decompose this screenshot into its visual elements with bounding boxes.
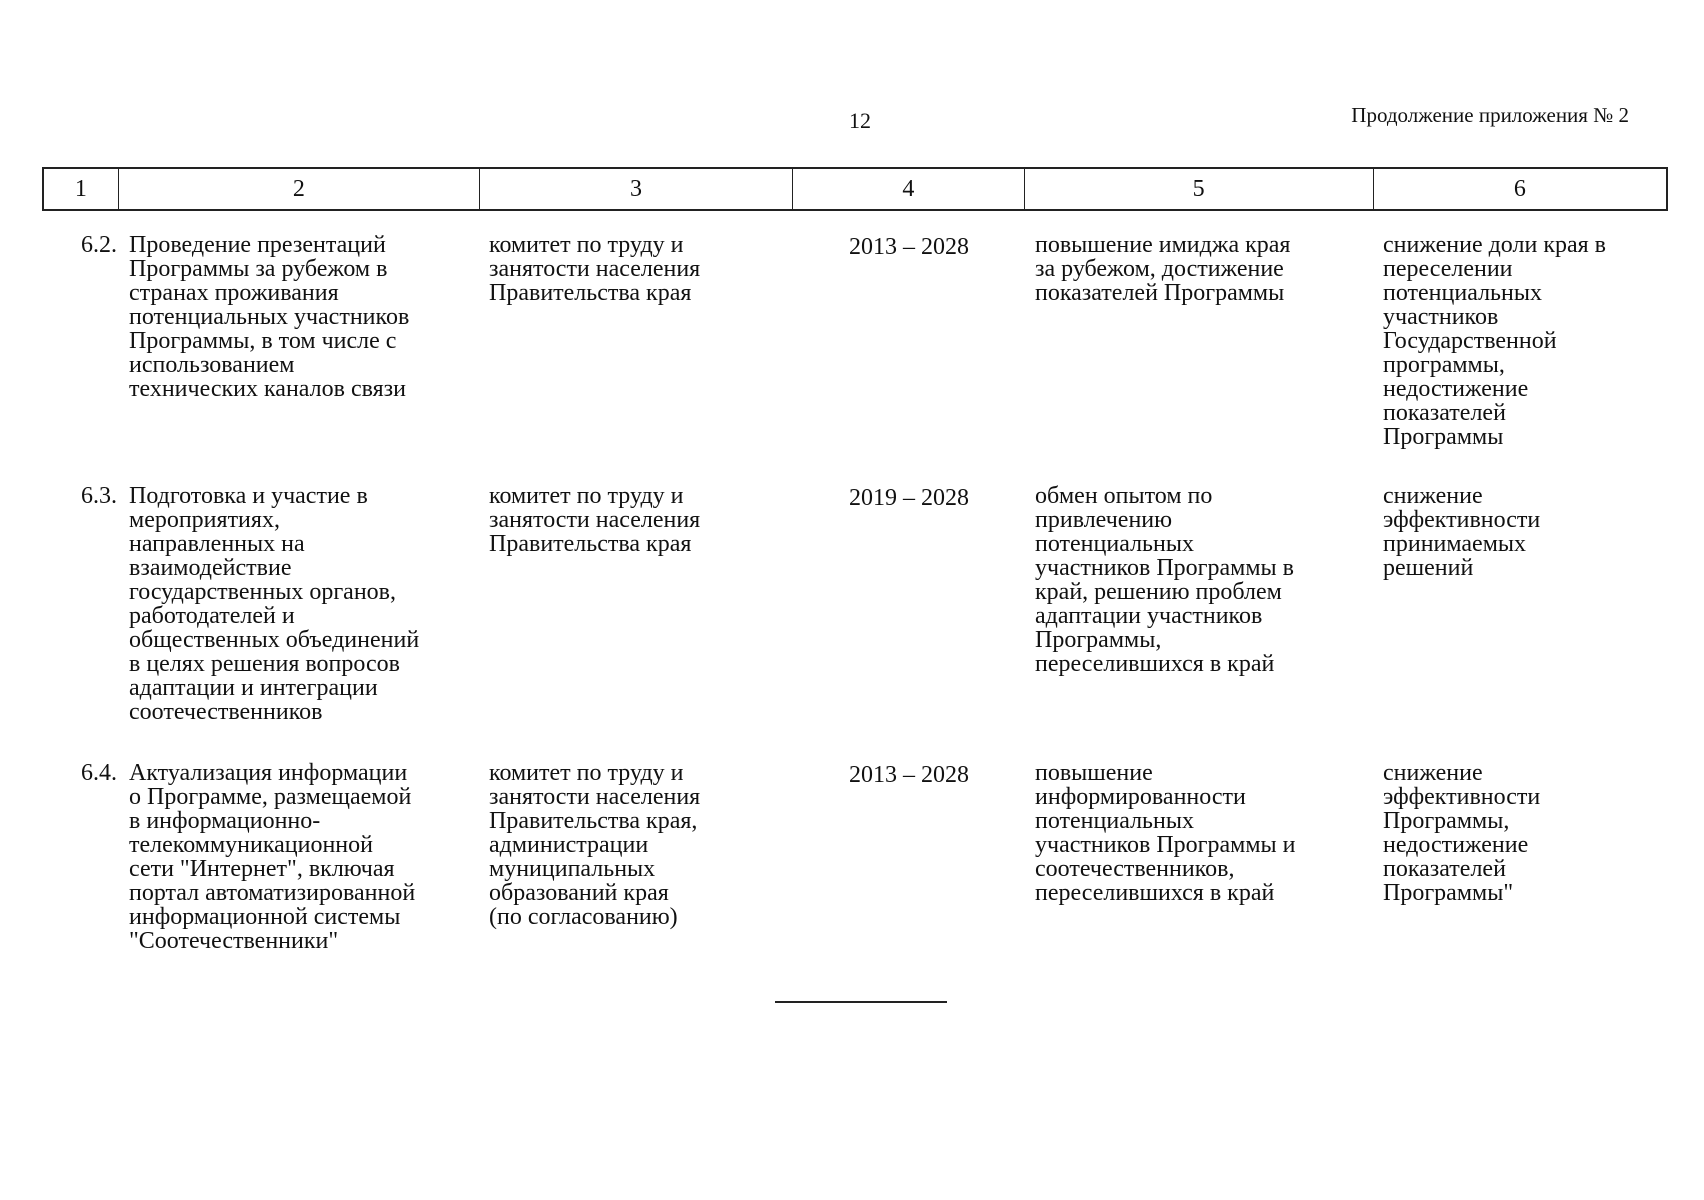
executor-line: Правительства края [489,531,692,557]
measure-line: Проведение презентаций [129,232,386,258]
measure-cell [117,233,479,449]
header-column-4: 4 [793,169,1024,209]
measure-line: о Программе, размещаемой [129,784,412,810]
annex-continuation-note: Продолжение приложения № 2 [1351,103,1629,127]
measure-line: соотечественников [129,699,323,725]
header-column-6: 6 [1513,175,1526,202]
expected-result-line: Программы, [1035,627,1162,653]
consequence-cell [1375,233,1668,449]
measure-line: использованием [129,352,295,378]
measure-line: Программы, в том числе с [129,328,397,354]
executor-line: занятости населения [489,784,701,810]
executor-line: комитет по труду и [489,760,684,786]
measure-line: работодателей и [129,603,295,629]
expected-result-line: соотечественников, [1035,856,1235,882]
measure-line: портал автоматизированной [129,880,416,906]
consequence-line: снижение [1383,483,1483,509]
executor-line: Правительства края, [489,808,698,834]
consequence-line: эффективности [1383,784,1541,810]
consequence-line: принимаемых [1383,531,1527,557]
consequence-line: потенциальных [1383,280,1542,306]
table-row [42,484,1668,724]
expected-result-line: повышение [1035,760,1153,786]
measure-line: общественных объединений [129,627,420,653]
executor-line: занятости населения [489,256,701,282]
header-column-1: 1 [44,169,119,209]
consequence-line: недостижение [1383,832,1529,858]
table-row [42,233,1668,449]
consequence-cell [1375,484,1668,724]
consequence-line: показателей [1383,400,1506,426]
expected-result-line: переселившихся в край [1035,651,1275,677]
measure-line: информационной системы [129,904,401,930]
executor-line: администрации [489,832,649,858]
consequence-line: недостижение [1383,376,1529,402]
executor-line: занятости населения [489,507,701,533]
expected-result-line: переселившихся в край [1035,880,1275,906]
measure-line: в информационно- [129,808,321,834]
measure-line: потенциальных участников [129,304,410,330]
header-column-5: 5 [1025,169,1374,209]
item-number-cell: 6.2. [81,232,117,258]
consequence-line: программы, [1383,352,1505,378]
executor-line: муниципальных [489,856,656,882]
consequence-line: переселении [1383,256,1513,282]
table-header-row [42,167,1668,211]
executor-line: комитет по труду и [489,232,684,258]
executor-line: комитет по труду и [489,483,684,509]
expected-result-line: адаптации участников [1035,603,1263,629]
expected-result-cell [1025,233,1375,449]
expected-result-line: показателей Программы [1035,280,1285,306]
measure-line: в целях решения вопросов [129,651,400,677]
page-number: 12 [849,108,871,133]
measure-line: Подготовка и участие в [129,483,368,509]
expected-result-line: потенциальных [1035,531,1194,557]
executor-line: (по согласованию) [489,904,678,930]
executor-line: образований края [489,880,669,906]
measure-line: телекоммуникационной [129,832,373,858]
executor-line: Правительства края [489,280,692,306]
expected-result-cell [1025,484,1375,724]
consequence-line: эффективности [1383,507,1541,533]
executor-cell [479,233,793,449]
measure-line: государственных органов, [129,579,396,605]
consequence-line: Программы" [1383,880,1514,906]
expected-result-line: потенциальных [1035,808,1194,834]
consequence-line: решений [1383,555,1474,581]
measure-line: сети "Интернет", включая [129,856,395,882]
period-cell: 2019 – 2028 [849,485,969,511]
executor-cell [479,484,793,724]
measure-line: Актуализация информации [129,760,408,786]
measure-line: "Соотечественники" [129,928,339,954]
expected-result-line: повышение имиджа края [1035,232,1291,258]
header-column-3: 3 [480,169,793,209]
expected-result-line: участников Программы и [1035,832,1296,858]
expected-result-cell [1025,761,1375,953]
item-number-cell: 6.3. [81,483,117,509]
measure-cell [117,484,479,724]
expected-result-line: информированности [1035,784,1246,810]
expected-result-line: участников Программы в [1035,555,1294,581]
item-number-cell: 6.4. [81,760,117,786]
consequence-line: участников [1383,304,1499,330]
consequence-line: снижение доли края в [1383,232,1606,258]
period-cell: 2013 – 2028 [849,234,969,260]
expected-result-line: край, решению проблем [1035,579,1282,605]
measure-line: технических каналов связи [129,376,406,402]
end-of-table-rule [775,1001,947,1003]
header-column-2: 2 [119,169,480,209]
measure-line: взаимодействие [129,555,292,581]
period-cell: 2013 – 2028 [849,762,969,788]
consequence-line: показателей [1383,856,1506,882]
measure-line: направленных на [129,531,305,557]
consequence-line: Программы [1383,424,1504,450]
consequence-cell [1375,761,1668,953]
measure-line: мероприятиях, [129,507,280,533]
consequence-line: снижение [1383,760,1483,786]
executor-cell [479,761,793,953]
table-row [42,761,1668,953]
consequence-line: Программы, [1383,808,1510,834]
measure-line: Программы за рубежом в [129,256,388,282]
consequence-line: Государственной [1383,328,1557,354]
expected-result-line: привлечению [1035,507,1173,533]
expected-result-line: за рубежом, достижение [1035,256,1284,282]
expected-result-line: обмен опытом по [1035,483,1213,509]
measure-cell [117,761,479,953]
measure-line: адаптации и интеграции [129,675,378,701]
measure-line: странах проживания [129,280,339,306]
